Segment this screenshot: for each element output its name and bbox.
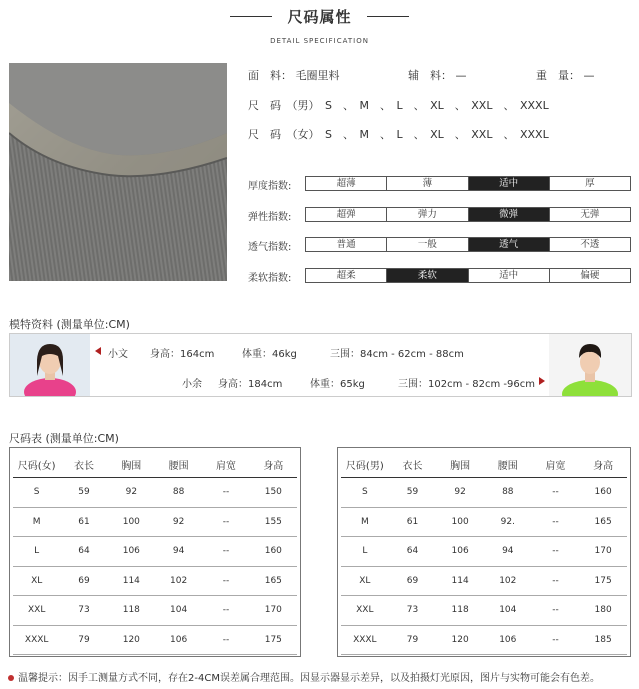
page-subtitle: DETAIL SPECIFICATION: [270, 37, 369, 45]
table-cell: XXL: [13, 596, 60, 626]
column-header: 衣长: [60, 451, 107, 478]
footer-text: 温馨提示：因手工测量方式不同，存在2-4CM误差属合理范围。因显示器显示差异，以及拍摄灯光原因，图片与实物可能会有色差。: [18, 673, 600, 684]
index-scale: [305, 268, 631, 283]
table-cell: 165: [579, 507, 627, 537]
arrow-left-icon[interactable]: [95, 347, 101, 355]
table-cell: 100: [108, 507, 155, 537]
female-model-photo: [10, 334, 90, 396]
table-cell: 170: [579, 537, 627, 567]
column-header: 身高: [250, 451, 297, 478]
table-cell: 92: [436, 478, 484, 508]
column-header: 肩宽: [532, 451, 580, 478]
table-cell: 160: [579, 478, 627, 508]
bullet-icon: [8, 675, 14, 681]
table-cell: XXL: [341, 596, 389, 626]
female-model-measurements: 三围：84cm - 62cm - 88cm: [330, 349, 464, 360]
table-cell: --: [532, 566, 580, 596]
table-cell: --: [202, 596, 249, 626]
table-cell: --: [202, 566, 249, 596]
table-row: [341, 625, 627, 655]
table-row: [341, 537, 627, 567]
table-cell: 79: [389, 625, 437, 655]
index-option: 不透: [580, 239, 600, 250]
table-cell: 88: [484, 478, 532, 508]
table-cell: --: [202, 537, 249, 567]
table-cell: --: [532, 625, 580, 655]
fabric-spec: [248, 67, 340, 83]
index-option: 透气: [469, 238, 550, 251]
male-model-name: 小余: [182, 379, 202, 390]
table-cell: --: [532, 537, 580, 567]
table-cell: L: [13, 537, 60, 567]
table-cell: 64: [389, 537, 437, 567]
index-label: 透气指数:: [248, 242, 292, 253]
table-cell: 120: [108, 625, 155, 655]
table-cell: S: [13, 478, 60, 508]
table-cell: 73: [60, 596, 107, 626]
female-model-image: [10, 334, 90, 396]
table-cell: --: [202, 507, 249, 537]
index-option: 柔软: [387, 269, 468, 282]
index-option: 普通: [306, 238, 387, 251]
female-size-table: [9, 447, 301, 657]
table-cell: XL: [13, 566, 60, 596]
accessory-spec: [408, 67, 467, 83]
table-row: [341, 596, 627, 626]
column-header: 衣长: [389, 451, 437, 478]
index-label: 弹性指数:: [248, 212, 292, 223]
weight-spec: [536, 67, 595, 83]
table-cell: 106: [484, 625, 532, 655]
page-title: 尺码属性: [287, 8, 352, 26]
table-cell: 94: [484, 537, 532, 567]
index-option: 薄: [387, 177, 468, 190]
table-cell: 175: [250, 625, 297, 655]
column-header: 腰围: [155, 451, 202, 478]
table-cell: 79: [60, 625, 107, 655]
table-cell: 106: [108, 537, 155, 567]
index-scale: [305, 237, 631, 252]
column-header: 腰围: [484, 451, 532, 478]
index-option: 一般: [387, 238, 468, 251]
table-cell: 185: [579, 625, 627, 655]
table-cell: 104: [155, 596, 202, 626]
table-row: [341, 478, 627, 508]
table-cell: 102: [155, 566, 202, 596]
accessory-value: —: [455, 69, 467, 82]
male-model-measurements: 三围：102cm - 82cm -96cm: [398, 379, 536, 390]
index-label: 厚度指数:: [248, 181, 292, 192]
table-cell: 92: [108, 478, 155, 508]
table-cell: --: [532, 507, 580, 537]
table-row: [13, 596, 297, 626]
index-option: 微弹: [469, 208, 550, 221]
table-row: [13, 537, 297, 567]
table-cell: 106: [155, 625, 202, 655]
table-cell: 170: [250, 596, 297, 626]
title-left-rule: [230, 16, 272, 17]
index-option: 偏硬: [580, 270, 600, 281]
table-cell: 100: [436, 507, 484, 537]
female-sizes-line: 尺 码 （女） S 、 M 、 L 、 XL 、 XXL 、 XXXL: [248, 128, 549, 141]
table-cell: 114: [436, 566, 484, 596]
table-cell: 104: [484, 596, 532, 626]
table-cell: 165: [250, 566, 297, 596]
table-cell: S: [341, 478, 389, 508]
male-size-grid: [341, 451, 627, 655]
column-header: 身高: [579, 451, 627, 478]
table-cell: 94: [155, 537, 202, 567]
index-scale: [305, 176, 631, 191]
table-row: [13, 507, 297, 537]
table-row: [13, 625, 297, 655]
table-cell: 160: [250, 537, 297, 567]
male-size-table: [337, 447, 631, 657]
table-cell: M: [13, 507, 60, 537]
fabric-label: 面 料：: [248, 69, 292, 82]
table-cell: XXXL: [13, 625, 60, 655]
table-cell: --: [202, 625, 249, 655]
table-cell: 73: [389, 596, 437, 626]
index-option: 弹力: [387, 208, 468, 221]
weight-label: 重 量：: [536, 69, 580, 82]
table-cell: --: [532, 478, 580, 508]
index-option: 超薄: [306, 177, 387, 190]
fabric-value: 毛圈里料: [295, 69, 340, 82]
table-cell: 69: [389, 566, 437, 596]
female-model-name: 小文: [108, 349, 128, 360]
female-model-height: 身高：164cm: [150, 349, 215, 360]
table-row: [13, 566, 297, 596]
table-cell: 175: [579, 566, 627, 596]
title-right-rule: [367, 16, 409, 17]
table-cell: --: [202, 478, 249, 508]
table-row: [341, 566, 627, 596]
table-cell: 106: [436, 537, 484, 567]
table-row: [341, 507, 627, 537]
table-cell: L: [341, 537, 389, 567]
female-size-grid: [13, 451, 297, 655]
footer-note: [8, 669, 600, 684]
table-cell: 59: [389, 478, 437, 508]
male-model-height: 身高：184cm: [218, 379, 283, 390]
model-section-heading: 模特资料 (测量单位:CM): [9, 318, 130, 331]
male-sizes-line: 尺 码 （男） S 、 M 、 L 、 XL 、 XXL 、 XXXL: [248, 99, 549, 112]
index-option: 适中: [469, 177, 550, 190]
page-header: [0, 6, 639, 27]
column-header: 胸围: [108, 451, 155, 478]
size-section-heading: 尺码表 (测量单位:CM): [9, 432, 119, 445]
table-cell: 88: [155, 478, 202, 508]
table-cell: M: [341, 507, 389, 537]
index-label: 柔软指数:: [248, 273, 292, 284]
index-option: 适中: [469, 269, 550, 282]
index-option: 厚: [585, 178, 595, 189]
fabric-texture: [9, 63, 227, 281]
table-cell: 92: [155, 507, 202, 537]
arrow-right-icon[interactable]: [539, 377, 545, 385]
table-cell: 64: [60, 537, 107, 567]
index-option: 超柔: [306, 269, 387, 282]
table-cell: 102: [484, 566, 532, 596]
index-option: 无弹: [580, 209, 600, 220]
column-header: 肩宽: [202, 451, 249, 478]
male-model-weight: 体重：65kg: [310, 379, 365, 390]
accessory-label: 辅 料：: [408, 69, 452, 82]
weight-value: —: [583, 69, 595, 82]
male-model-image: [549, 334, 631, 396]
table-row: [13, 478, 297, 508]
male-model-photo: [549, 334, 631, 396]
column-header: 尺码(女): [13, 451, 60, 478]
table-cell: 61: [389, 507, 437, 537]
table-cell: 69: [60, 566, 107, 596]
table-cell: 155: [250, 507, 297, 537]
fabric-photo: [9, 63, 227, 281]
table-cell: 150: [250, 478, 297, 508]
table-cell: --: [532, 596, 580, 626]
table-cell: 120: [436, 625, 484, 655]
column-header: 胸围: [436, 451, 484, 478]
table-cell: 118: [108, 596, 155, 626]
column-header: 尺码(男): [341, 451, 389, 478]
table-cell: 61: [60, 507, 107, 537]
female-model-weight: 体重：46kg: [242, 349, 297, 360]
table-cell: 180: [579, 596, 627, 626]
table-header-row: [341, 451, 627, 478]
table-header-row: [13, 451, 297, 478]
table-cell: XL: [341, 566, 389, 596]
table-cell: 92.: [484, 507, 532, 537]
index-scale: [305, 207, 631, 222]
table-cell: 114: [108, 566, 155, 596]
table-cell: XXXL: [341, 625, 389, 655]
index-option: 超弹: [306, 208, 387, 221]
table-cell: 118: [436, 596, 484, 626]
table-cell: 59: [60, 478, 107, 508]
